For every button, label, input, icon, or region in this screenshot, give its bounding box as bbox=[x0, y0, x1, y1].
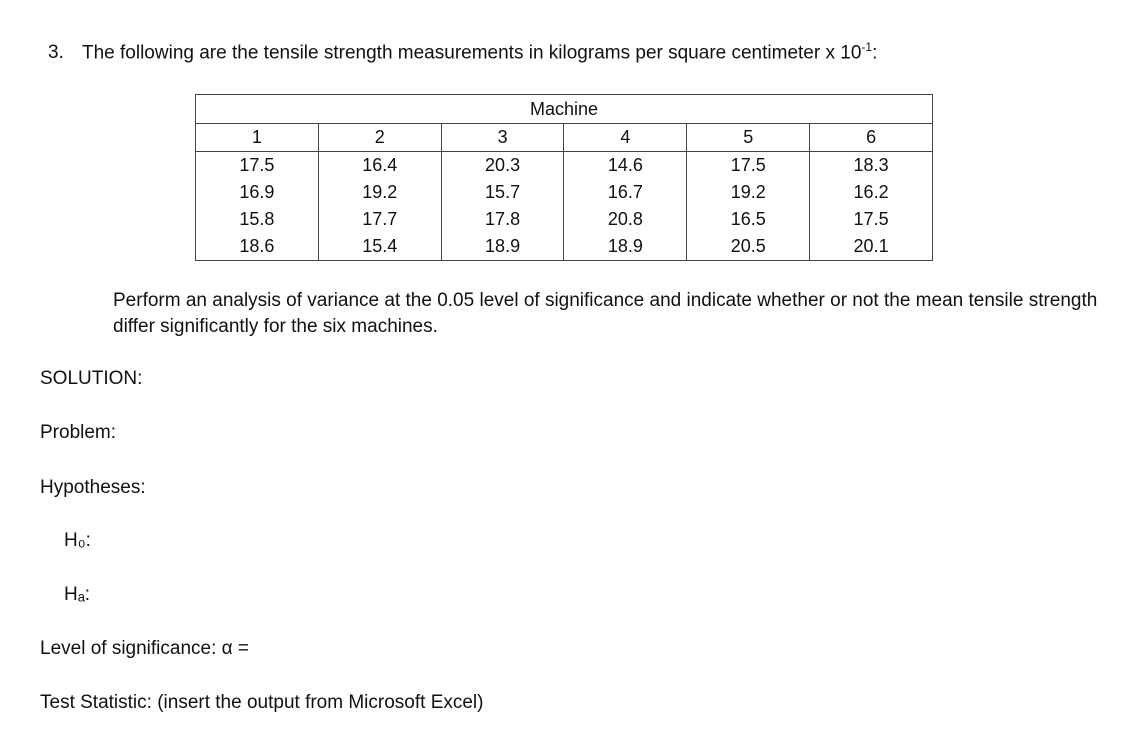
table-cell: 17.5 bbox=[196, 152, 319, 180]
table-cell: 18.6 bbox=[196, 233, 319, 261]
problem-label: Problem: bbox=[40, 422, 117, 443]
null-hypothesis-label: H₀: bbox=[64, 530, 91, 551]
table-cell: 16.5 bbox=[687, 206, 810, 233]
table-row bbox=[196, 179, 933, 206]
question-exponent: -1 bbox=[861, 40, 873, 54]
column-header: 4 bbox=[564, 124, 687, 152]
table-cell: 17.7 bbox=[318, 206, 441, 233]
table-group-header: Machine bbox=[196, 95, 933, 124]
table-cell: 16.7 bbox=[564, 179, 687, 206]
column-header: 6 bbox=[810, 124, 933, 152]
table-cell: 18.9 bbox=[564, 233, 687, 261]
table-cell: 18.9 bbox=[441, 233, 564, 261]
table-cell: 15.4 bbox=[318, 233, 441, 261]
instruction-text: Perform an analysis of variance at the 0.05 level of significance and indicate whether or not the mean tensile strength differ significantly for the six machines. bbox=[113, 290, 1098, 337]
alternative-hypothesis-label: Hₐ: bbox=[64, 584, 91, 605]
table-cell: 20.3 bbox=[441, 152, 564, 180]
table-cell: 15.7 bbox=[441, 179, 564, 206]
column-header: 2 bbox=[318, 124, 441, 152]
table-cell: 20.8 bbox=[564, 206, 687, 233]
question-number: 3. bbox=[48, 42, 64, 64]
table-cell: 20.1 bbox=[810, 233, 933, 261]
table-cell: 16.2 bbox=[810, 179, 933, 206]
question-suffix: : bbox=[872, 42, 878, 64]
table-cell: 16.9 bbox=[196, 179, 319, 206]
tensile-strength-table bbox=[195, 94, 933, 261]
column-header: 3 bbox=[441, 124, 564, 152]
column-header: 5 bbox=[687, 124, 810, 152]
table-cell: 18.3 bbox=[810, 152, 933, 180]
hypotheses-label: Hypotheses: bbox=[40, 477, 146, 498]
table-row bbox=[196, 152, 933, 180]
table-cell: 19.2 bbox=[318, 179, 441, 206]
table-cell: 19.2 bbox=[687, 179, 810, 206]
question-text: The following are the tensile strength measurements in kilograms per square centimeter x 10 bbox=[82, 42, 862, 64]
question-statement bbox=[48, 40, 877, 64]
solution-label: SOLUTION: bbox=[40, 368, 143, 389]
table-cell: 16.4 bbox=[318, 152, 441, 180]
table-cell: 17.5 bbox=[687, 152, 810, 180]
table-cell: 20.5 bbox=[687, 233, 810, 261]
test-statistic-label: Test Statistic: (insert the output from Microsoft Excel) bbox=[40, 692, 484, 713]
table-row bbox=[196, 233, 933, 261]
column-header: 1 bbox=[196, 124, 319, 152]
table-row bbox=[196, 206, 933, 233]
table-cell: 14.6 bbox=[564, 152, 687, 180]
significance-level-label: Level of significance: α = bbox=[40, 638, 250, 659]
table-cell: 15.8 bbox=[196, 206, 319, 233]
table-cell: 17.5 bbox=[810, 206, 933, 233]
table-cell: 17.8 bbox=[441, 206, 564, 233]
